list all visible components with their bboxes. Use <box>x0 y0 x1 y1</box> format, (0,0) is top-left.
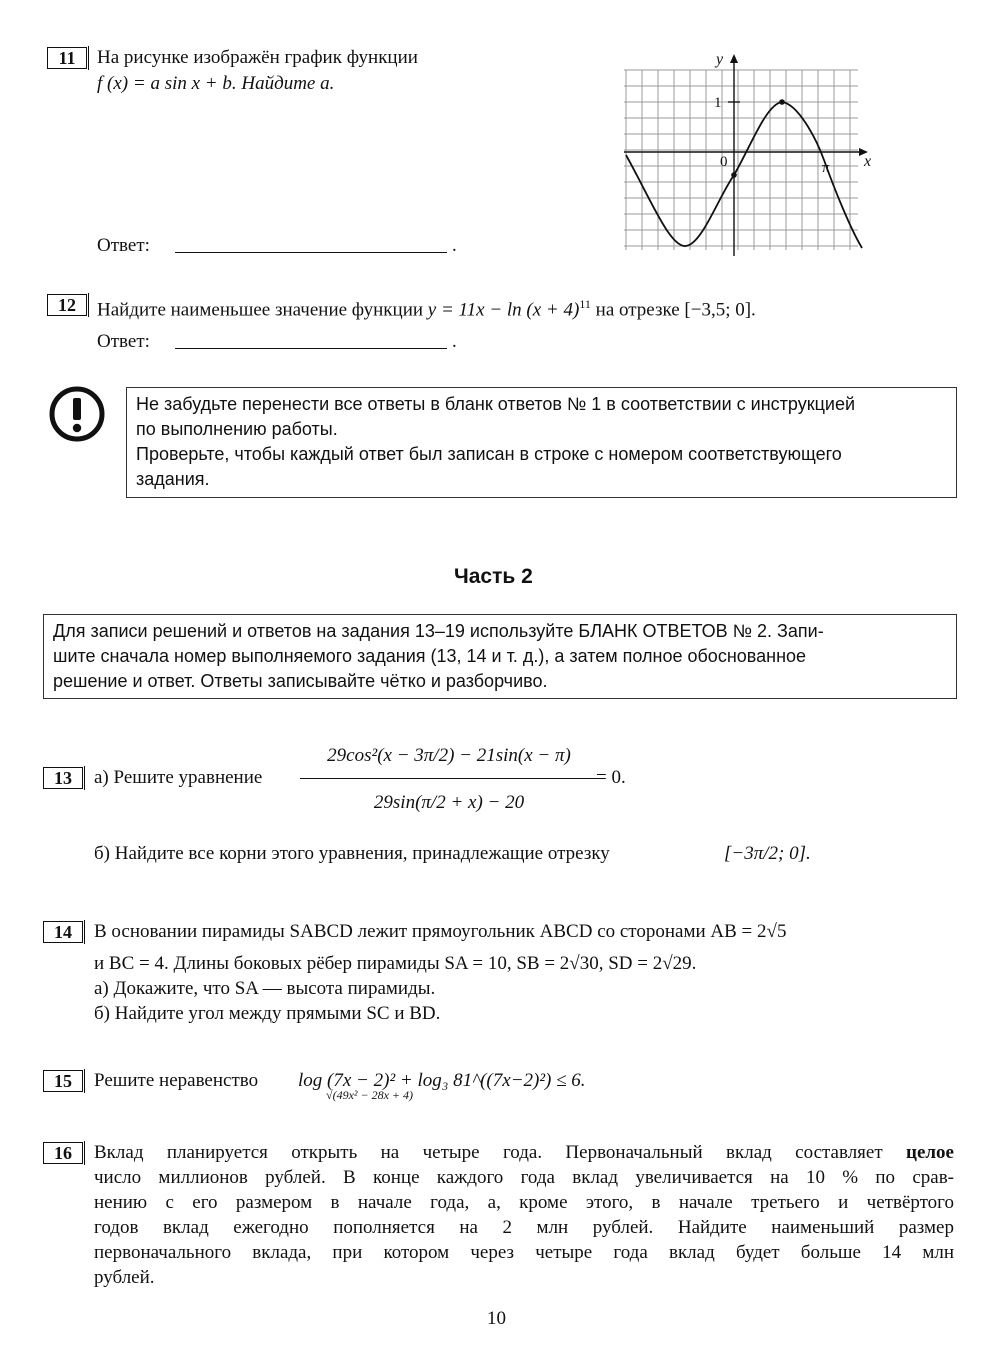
task11-text-line1: На рисунке изображён график функции <box>97 47 418 68</box>
part2-heading: Часть 2 <box>454 565 533 588</box>
task-number-13: 13 <box>43 767 83 789</box>
part2-instruction-box <box>43 614 957 699</box>
function-graph <box>610 48 880 260</box>
task16-line3: нению с его размером в начале года, а, кроме этого, в начале третьего и четвёртого <box>94 1192 954 1213</box>
task13-interval: [−3π/2; 0]. <box>724 843 811 864</box>
notice-box <box>126 387 957 498</box>
task12-answer-label: Ответ: <box>97 331 150 352</box>
task-number-14: 14 <box>43 921 83 943</box>
task16-line2: число миллионов рублей. В конце каждого года вклад увеличивается на 10 % по срав- <box>94 1167 954 1188</box>
task11-answer-dot: . <box>452 235 457 256</box>
task13-numerator: 29cos²(x − 3π/2) − 21sin(x − π) <box>300 740 598 779</box>
y-tick-label-1: 1 <box>714 95 722 111</box>
task13-fraction <box>300 740 598 819</box>
task12-text-a: Найдите наименьшее значение функции <box>97 299 424 321</box>
notice-line3: Проверьте, чтобы каждый ответ был записан в строке с номером соответствующего <box>136 444 842 464</box>
y-axis-arrow <box>730 54 738 63</box>
notice-line2: по выполнению работы. <box>136 419 338 439</box>
task16-bold-word: целое <box>906 1142 954 1163</box>
task13-denominator: 29sin(π/2 + x) − 20 <box>373 792 525 813</box>
point-maximum <box>779 99 785 105</box>
task12-exponent: 11 <box>579 297 591 311</box>
task14-line3: а) Докажите, что SA — высота пирамиды. <box>94 978 436 999</box>
task15-log-base: √(49x² − 28x + 4) <box>326 1088 414 1102</box>
part2-instruction-line3: решение и ответ. Ответы записывайте чётко и разборчиво. <box>53 671 548 691</box>
task12-answer-dot: . <box>452 331 457 352</box>
task16-line5: первоначального вклада, при котором через четыре года вклад будет больше 14 млн <box>94 1242 954 1263</box>
task14-line2: и BC = 4. Длины боковых рёбер пирамиды SA = 10, SB = 2√30, SD = 2√29. <box>94 953 697 974</box>
task12-answer-field[interactable] <box>175 347 447 349</box>
task16-line6: рублей. <box>94 1267 155 1288</box>
task-number-16: 16 <box>43 1142 83 1164</box>
part2-instruction-line2: шите сначала номер выполняемого задания (13, 14 и т. д.), а затем полное обоснованное <box>53 646 807 666</box>
x-axis-label: x <box>864 153 872 170</box>
task13-part-b: б) Найдите все корни этого уравнения, принадлежащие отрезку <box>94 843 610 864</box>
task16-line1: Вклад планируется открыть на четыре года. Первоначальный вклад составляет целое <box>94 1142 954 1163</box>
task16-text <box>94 1140 954 1290</box>
x-tick-label-pi: π <box>822 160 830 176</box>
task-number-12: 12 <box>47 294 87 316</box>
part2-instruction-line1: Для записи решений и ответов на задания 13–19 используйте БЛАНК ОТВЕТОВ № 2. Запи- <box>53 621 824 641</box>
task11-answer-field[interactable] <box>175 251 447 253</box>
task13-equals: = 0. <box>596 767 626 788</box>
task16-line4: годов вклад ежегодно пополняется на 2 млн рублей. Найдите наименьший размер <box>94 1217 954 1238</box>
y-axis-label: y <box>716 51 724 68</box>
notice-line4: задания. <box>136 469 210 489</box>
origin-label: 0 <box>720 154 728 170</box>
page-number: 10 <box>487 1308 506 1329</box>
task15-formula: log (7x − 2)² + log₃ 81^((7x−2)²) ≤ 6. <box>298 1070 586 1091</box>
task12-formula: y = 11x − ln (x + 4) <box>427 299 580 321</box>
task13-part-a: а) Решите уравнение <box>94 767 263 788</box>
task14-line1: В основании пирамиды SABCD лежит прямоугольник ABCD со сторонами AB = 2√5 <box>94 921 787 942</box>
task12-text <box>97 292 756 322</box>
task11-text-line2 <box>97 71 334 96</box>
task-number-11: 11 <box>47 47 87 69</box>
task-number-15: 15 <box>43 1070 83 1092</box>
task11-formula: f (x) = a sin x + b. Найдите a. <box>97 73 335 94</box>
task12-text-b: на отрезке [−3,5; 0]. <box>595 299 756 321</box>
exclamation-circle-icon <box>49 386 105 442</box>
point-y-intercept <box>731 172 737 178</box>
notice-line1: Не забудьте перенести все ответы в бланк ответов № 1 в соответствии с инструкцией <box>136 394 856 414</box>
task11-answer-label: Ответ: <box>97 235 150 256</box>
task14-line4: б) Найдите угол между прямыми SC и BD. <box>94 1003 441 1024</box>
task15-text: Решите неравенство <box>94 1070 259 1091</box>
